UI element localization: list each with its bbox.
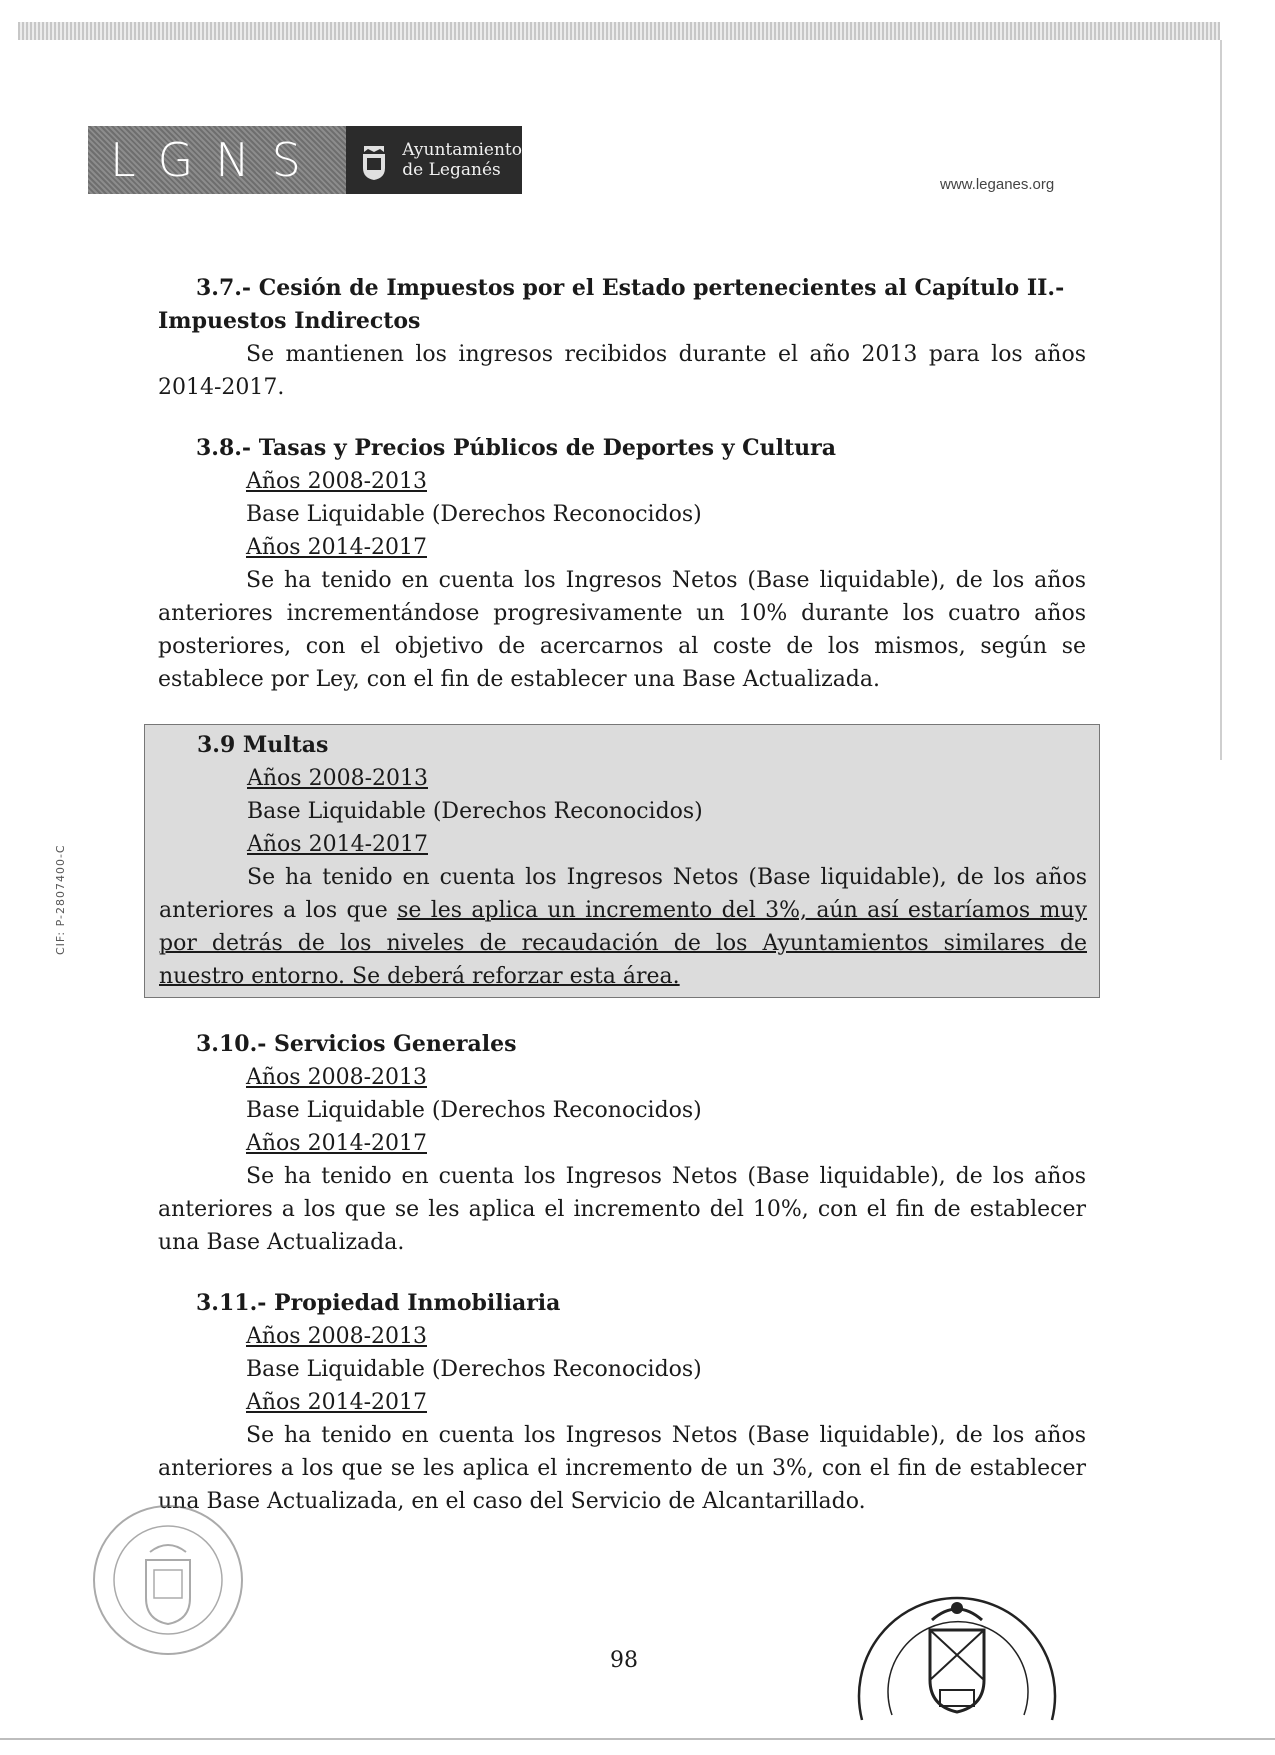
- section-3-8: [158, 432, 1086, 696]
- coat-of-arms-icon: [360, 140, 388, 180]
- logo-org-line1: Ayuntamiento: [402, 140, 522, 160]
- period-label: Años 2014-2017: [246, 1390, 427, 1415]
- scan-right-edge: [1220, 40, 1222, 760]
- leganes-logo: [88, 126, 522, 194]
- section-paragraph: Se ha tenido en cuenta los Ingresos Netos (Base liquidable), de los años anteriores a los que se les aplica el incremento de un 3%, con el fin de establecer una Base Actualizada, en el caso del Servicio de Alcantarillado.: [158, 1423, 1086, 1514]
- period-label: Años 2008-2013: [247, 766, 428, 791]
- section-heading: 3.10.- Servicios Generales: [196, 1031, 517, 1057]
- section-3-9-highlight-box: [144, 724, 1100, 998]
- period-label: Años 2014-2017: [246, 1131, 427, 1156]
- underlined-passage: se les aplica un incremento del 3%, aún así estaríamos muy por detrás de los niveles de recaudación de los Ayuntamientos similares de nuestro entorno. Se deberá reforzar esta área.: [159, 898, 1087, 989]
- section-paragraph: Se mantienen los ingresos recibidos durante el año 2013 para los años 2014-2017.: [158, 342, 1086, 400]
- scan-bottom-edge: [0, 1738, 1275, 1740]
- section-paragraph: Se ha tenido en cuenta los Ingresos Netos (Base liquidable), de los años anteriores a los que se les aplica el incremento del 10%, con el fin de establecer una Base Actualizada.: [158, 1164, 1086, 1255]
- section-paragraph: [159, 861, 1087, 993]
- section-heading: 3.11.- Propiedad Inmobiliaria: [196, 1290, 561, 1316]
- period-label: Años 2008-2013: [246, 1065, 427, 1090]
- logo-org-name: [402, 140, 522, 180]
- page-number: 98: [610, 1648, 638, 1673]
- logo-lettering: LGNS: [110, 133, 323, 187]
- section-heading-cont: Impuestos Indirectos: [158, 308, 421, 334]
- section-3-11: [158, 1287, 1086, 1518]
- section-heading: 3.9 Multas: [197, 732, 329, 758]
- section-3-7: [158, 272, 1086, 404]
- website-url: www.leganes.org: [940, 176, 1055, 193]
- basis-label: Base Liquidable (Derechos Reconocidos): [247, 799, 703, 824]
- logo-org-block: [346, 126, 522, 194]
- scan-top-band: [18, 22, 1220, 40]
- section-paragraph: Se ha tenido en cuenta los Ingresos Netos (Base liquidable), de los años anteriores incrementándose progresivamente un 10% durante los cuatro años posteriores, con el objetivo de acercarnos al coste de los mismos, según se establece por Ley, con el fin de establecer una Base Actualizada.: [158, 568, 1086, 692]
- basis-label: Base Liquidable (Derechos Reconocidos): [246, 1098, 702, 1123]
- intervencion-stamp: [88, 1500, 248, 1660]
- section-heading: 3.7.- Cesión de Impuestos por el Estado pertenecientes al Capítulo II.-: [196, 275, 1065, 301]
- period-label: Años 2008-2013: [246, 1324, 427, 1349]
- section-3-10: [158, 1028, 1086, 1259]
- period-label: Años 2008-2013: [246, 469, 427, 494]
- period-label: Años 2014-2017: [247, 832, 428, 857]
- logo-org-line2: de Leganés: [402, 160, 501, 180]
- paragraph-text: Se ha tenido en cuenta los Ingresos Netos (Base liquidable), de los años anteriores a los que: [159, 865, 1087, 923]
- basis-label: Base Liquidable (Derechos Reconocidos): [246, 1357, 702, 1382]
- period-label: Años 2014-2017: [246, 535, 427, 560]
- section-heading: 3.8.- Tasas y Precios Públicos de Deportes y Cultura: [196, 435, 836, 461]
- ayuntamiento-stamp: [832, 1550, 1082, 1740]
- basis-label: Base Liquidable (Derechos Reconocidos): [246, 502, 702, 527]
- side-margin-code: CIF: P-2807400-C: [54, 844, 67, 955]
- document-body: [158, 272, 1086, 1546]
